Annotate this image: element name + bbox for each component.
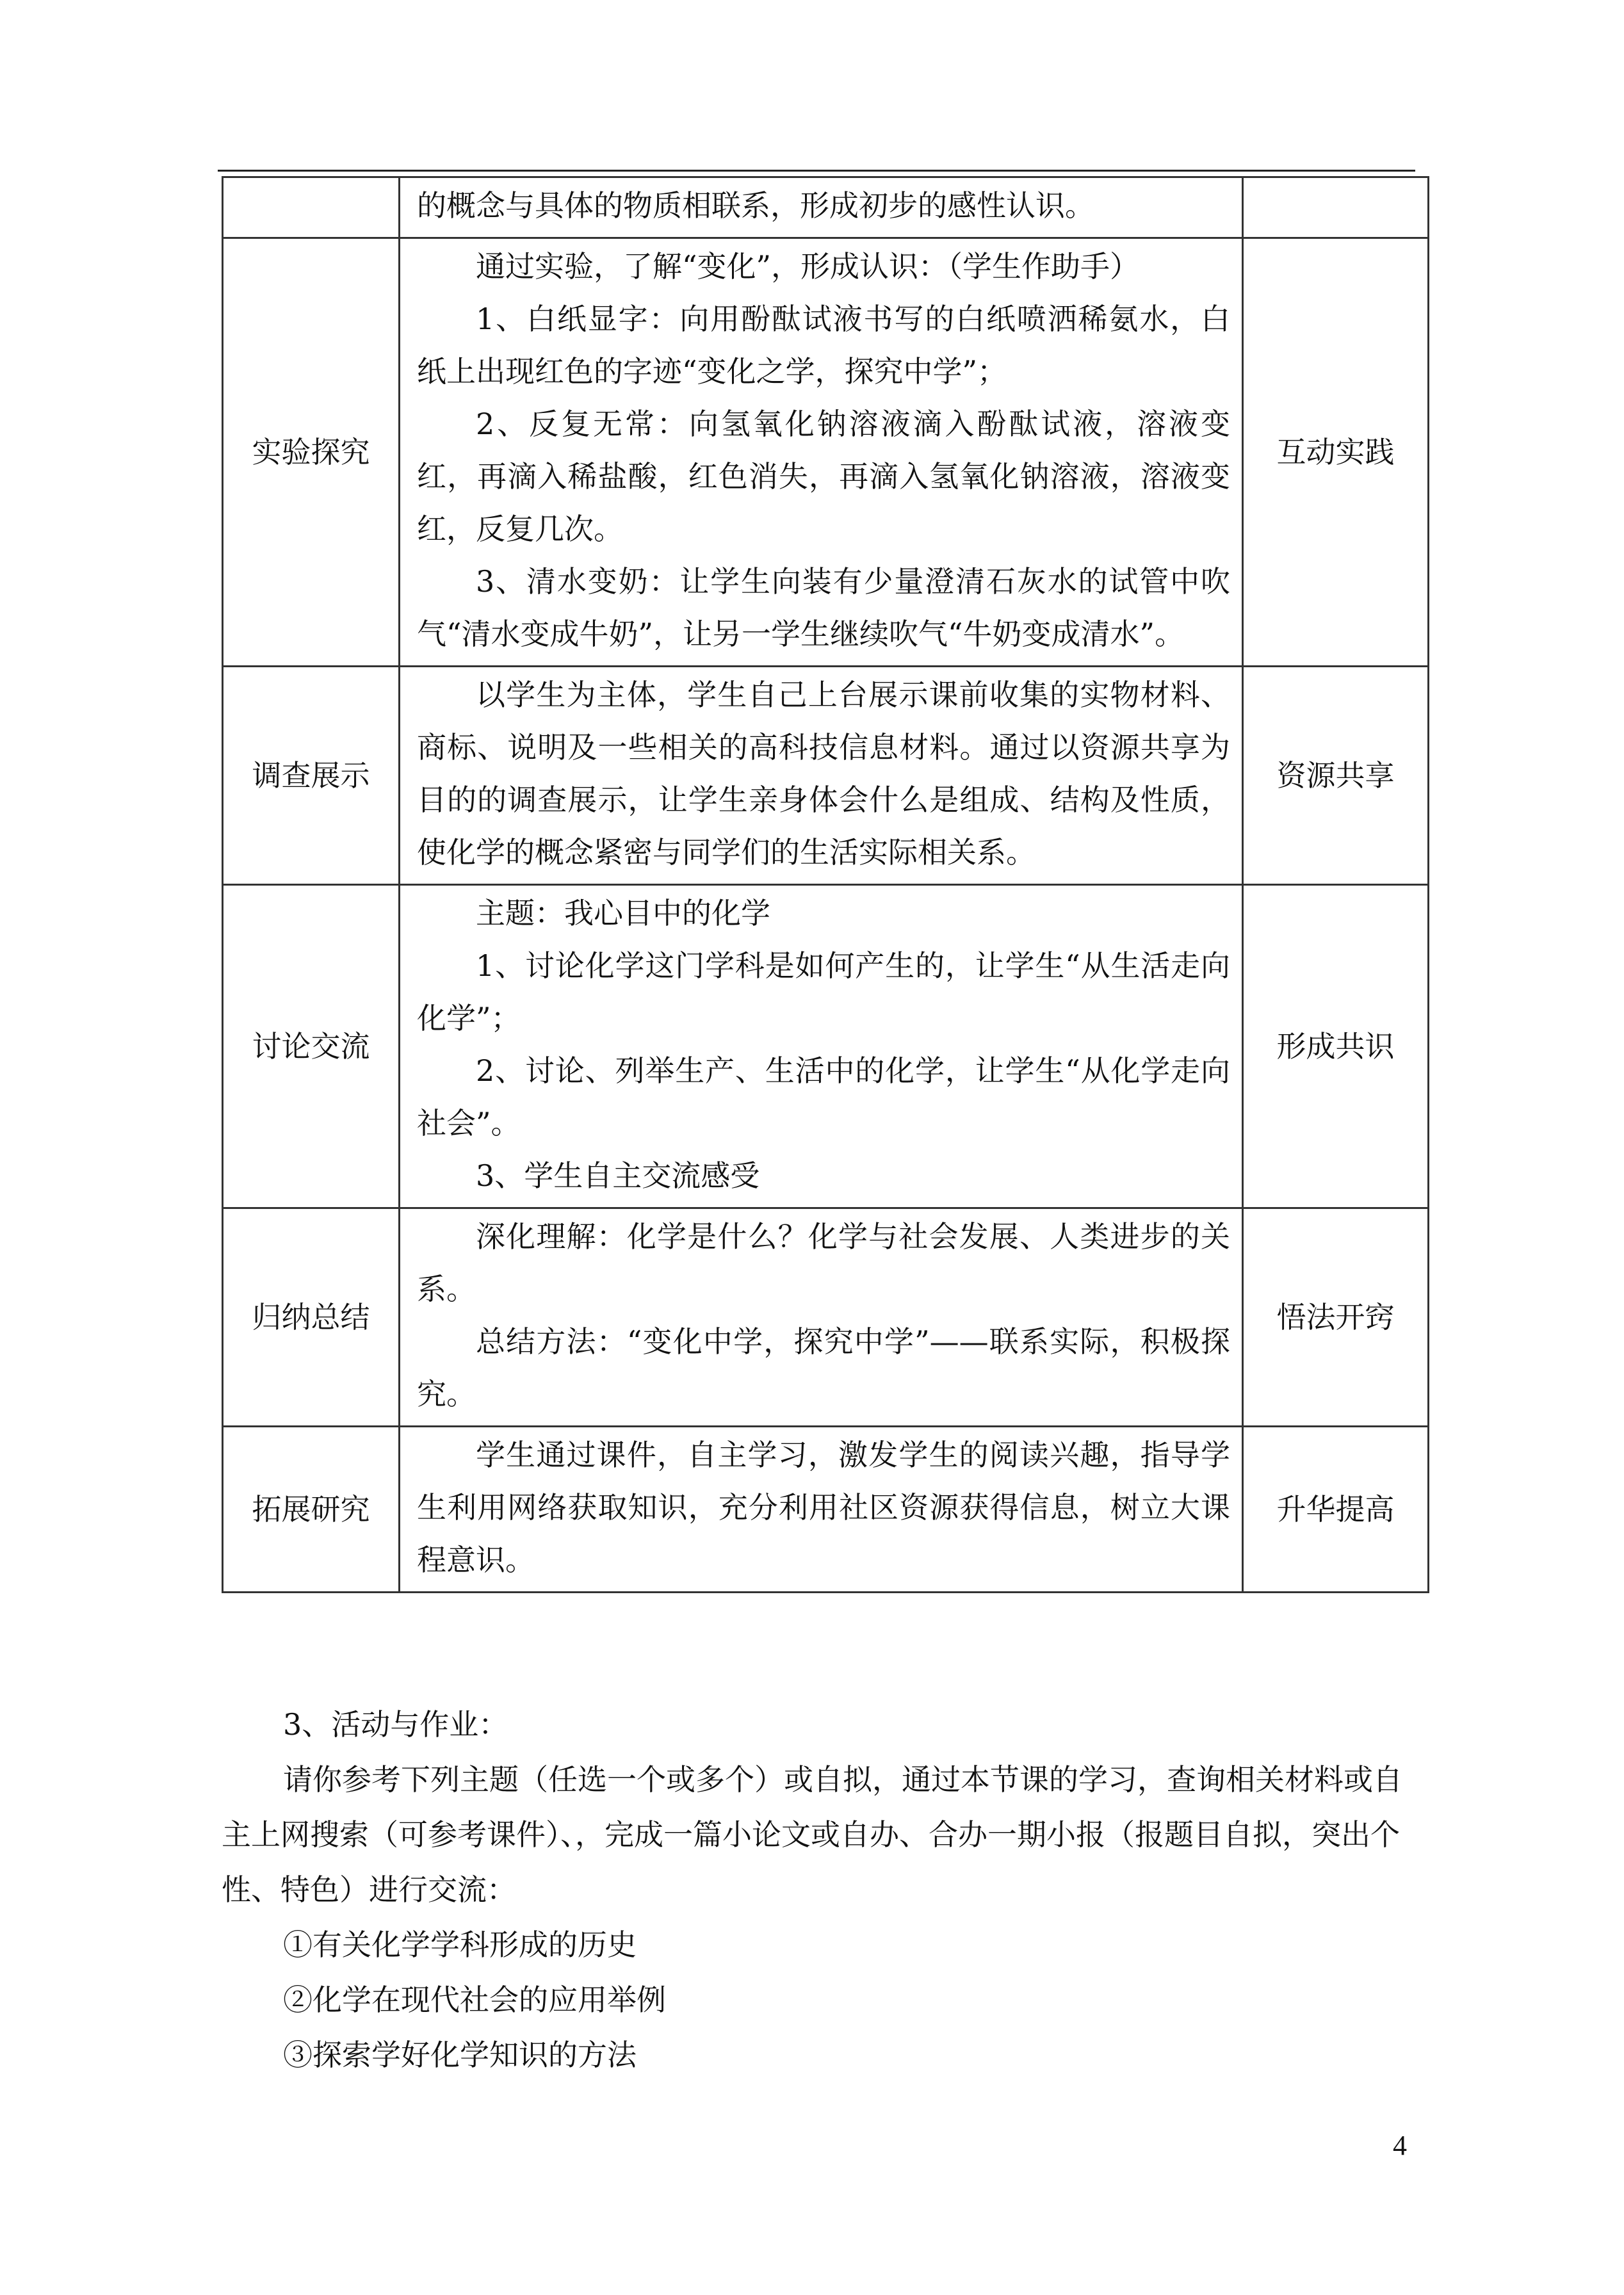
content-paragraph: 学生通过课件，自主学习，激发学生的阅读兴趣，指导学生利用网络获取知识，充分利用社区资源获得信息，树立大课程意识。 xyxy=(417,1438,1230,1577)
row-label: 讨论交流 xyxy=(223,885,400,1208)
row-label: 调查展示 xyxy=(223,667,400,885)
row-content xyxy=(400,667,1243,885)
row-note: 升华提高 xyxy=(1243,1427,1429,1593)
row-content xyxy=(400,1427,1243,1593)
activity-section xyxy=(222,1697,1427,2082)
row-note: 悟法开窍 xyxy=(1243,1208,1429,1427)
lesson-table xyxy=(222,176,1429,1593)
row-label: 拓展研究 xyxy=(223,1427,400,1593)
list-item: ②化学在现代社会的应用举例 xyxy=(283,1983,666,2017)
table-row xyxy=(223,885,1429,1208)
content-paragraph: 2、讨论、列举生产、生活中的化学，让学生“从化学走向社会”。 xyxy=(417,1053,1230,1140)
content-paragraph: 1、白纸显字：向用酚酞试液书写的白纸喷洒稀氨水，白纸上出现红色的字迹“变化之学，探究中学”； xyxy=(417,302,1230,389)
table-row xyxy=(223,667,1429,885)
table-row xyxy=(223,1427,1429,1593)
row-content xyxy=(400,177,1243,238)
content-paragraph: 的概念与具体的物质相联系，形成初步的感性认识。 xyxy=(417,188,1094,223)
table-row xyxy=(223,238,1429,667)
row-content xyxy=(400,238,1243,667)
row-label: 实验探究 xyxy=(223,238,400,667)
row-label: 归纳总结 xyxy=(223,1208,400,1427)
row-content xyxy=(400,1208,1243,1427)
content-paragraph: 1、讨论化学这门学科是如何产生的，让学生“从生活走向化学”； xyxy=(417,948,1230,1035)
content-paragraph: 3、学生自主交流感受 xyxy=(476,1158,760,1193)
content-paragraph: 总结方法：“变化中学，探究中学”——联系实际，积极探究。 xyxy=(417,1324,1230,1411)
content-paragraph: 通过实验，了解“变化”，形成认识：（学生作助手） xyxy=(476,249,1140,284)
content-paragraph: 深化理解：化学是什么？化学与社会发展、人类进步的关系。 xyxy=(417,1219,1230,1306)
content-paragraph: 3、清水变奶：让学生向装有少量澄清石灰水的试管中吹气“清水变成牛奶”，让另一学生继续吹气“牛奶变成清水”。 xyxy=(417,564,1230,651)
row-note: 互动实践 xyxy=(1243,238,1429,667)
list-item: ①有关化学学科形成的历史 xyxy=(283,1927,637,1962)
content-paragraph: 2、反复无常：向氢氧化钠溶液滴入酚酞试液，溶液变红，再滴入稀盐酸，红色消失，再滴入氢氧化钠溶液，溶液变红，反复几次。 xyxy=(417,407,1230,546)
table-row xyxy=(223,177,1429,238)
content-paragraph: 以学生为主体，学生自己上台展示课前收集的实物材料、商标、说明及一些相关的高科技信息材料。通过以资源共享为目的的调查展示，让学生亲身体会什么是组成、结构及性质，使化学的概念紧密与同学们的生活实际相关系。 xyxy=(417,677,1230,870)
row-note xyxy=(1243,177,1429,238)
header-rule xyxy=(218,170,1415,172)
activity-heading: 3、活动与作业： xyxy=(283,1707,508,1742)
row-label xyxy=(223,177,400,238)
content-paragraph: 主题：我心目中的化学 xyxy=(476,896,770,930)
row-note: 资源共享 xyxy=(1243,667,1429,885)
row-note: 形成共识 xyxy=(1243,885,1429,1208)
activity-intro: 请你参考下列主题（任选一个或多个）或自拟，通过本节课的学习，查询相关材料或自主上网搜索（可参考课件）、，完成一篇小论文或自办、合办一期小报（报题目自拟，突出个性、特色）进行交流： xyxy=(222,1762,1402,1907)
table-row xyxy=(223,1208,1429,1427)
list-item: ③探索学好化学知识的方法 xyxy=(283,2038,637,2072)
row-content xyxy=(400,885,1243,1208)
page-number: 4 xyxy=(1393,2130,1407,2161)
